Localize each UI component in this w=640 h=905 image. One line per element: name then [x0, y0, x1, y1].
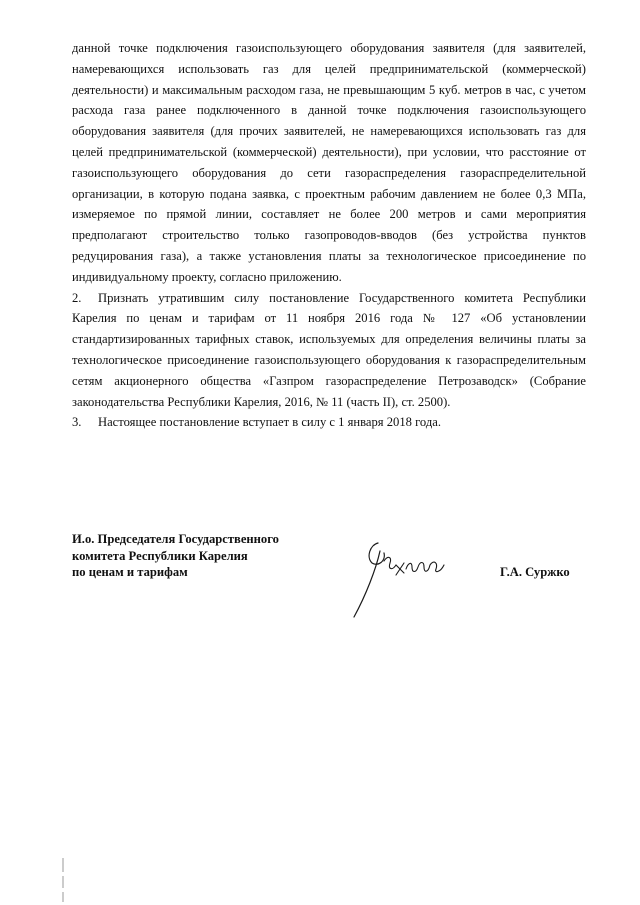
document-body: [72, 38, 586, 433]
item-text: Признать утратившим силу постановление Государственного комитета Республики Карелия по ценам и тарифам от 11 ноября 2016 года № 127 «Об установлении стандартизированных тарифных ставок, используемых для определения величины платы за технологическое присоединение газоиспользующего оборудования к газораспределительным сетям акционерного общества «Газпром газораспределение Петрозаводск» (Собрание законодательства Республики Карелия, 2016, № 11 (часть II), ст. 2500).: [72, 290, 586, 409]
item-number: 3.: [72, 415, 82, 430]
handwritten-signature: [340, 533, 460, 623]
paragraph-continuation: данной точке подключения газоиспользующего оборудования заявителя (для заявителей, намеревающихся использовать газ для целей предпринимательской (коммерческой) деятельности) и максимальным расходом газа, не превышающим 5 куб. метров в час, с учетом расхода газа ранее подключенного в данной точке подключения газоиспользующего оборудования заявителя (для прочих заявителей, не намеревающихся использовать газ для целей предпринимательской (коммерческой) деятельности), при условии, что расстояние от газоиспользующего оборудования до сети газораспределения газораспределительной организации, в которую подана заявка, с проектным рабочим давлением не более 0,3 МПа, измеряемое по прямой линии, составляет не более 200 метров и сами мероприятия предполагают строительство только газопроводов-вводов (без устройства пунктов редуцирования газа), а также установления платы за технологическое присоединение по индивидуальному проекту, согласно приложению.: [72, 41, 586, 284]
paragraph-item-2: [72, 288, 586, 413]
signatory-title: [72, 531, 279, 581]
signature-block: [72, 531, 586, 621]
margin-marks: [61, 858, 65, 902]
item-text: Настоящее постановление вступает в силу с 1 января 2018 года.: [98, 415, 441, 430]
paragraph-item-3: [72, 412, 586, 433]
signatory-title-line-2: комитета Республики Карелия: [72, 548, 248, 563]
item-number: 2.: [72, 290, 82, 305]
signatory-title-line-3: по ценам и тарифам: [72, 565, 188, 579]
signatory-name: Г.А. Суржко: [500, 565, 570, 579]
signatory-title-line-1: И.о. Председателя Государственного: [72, 532, 279, 546]
